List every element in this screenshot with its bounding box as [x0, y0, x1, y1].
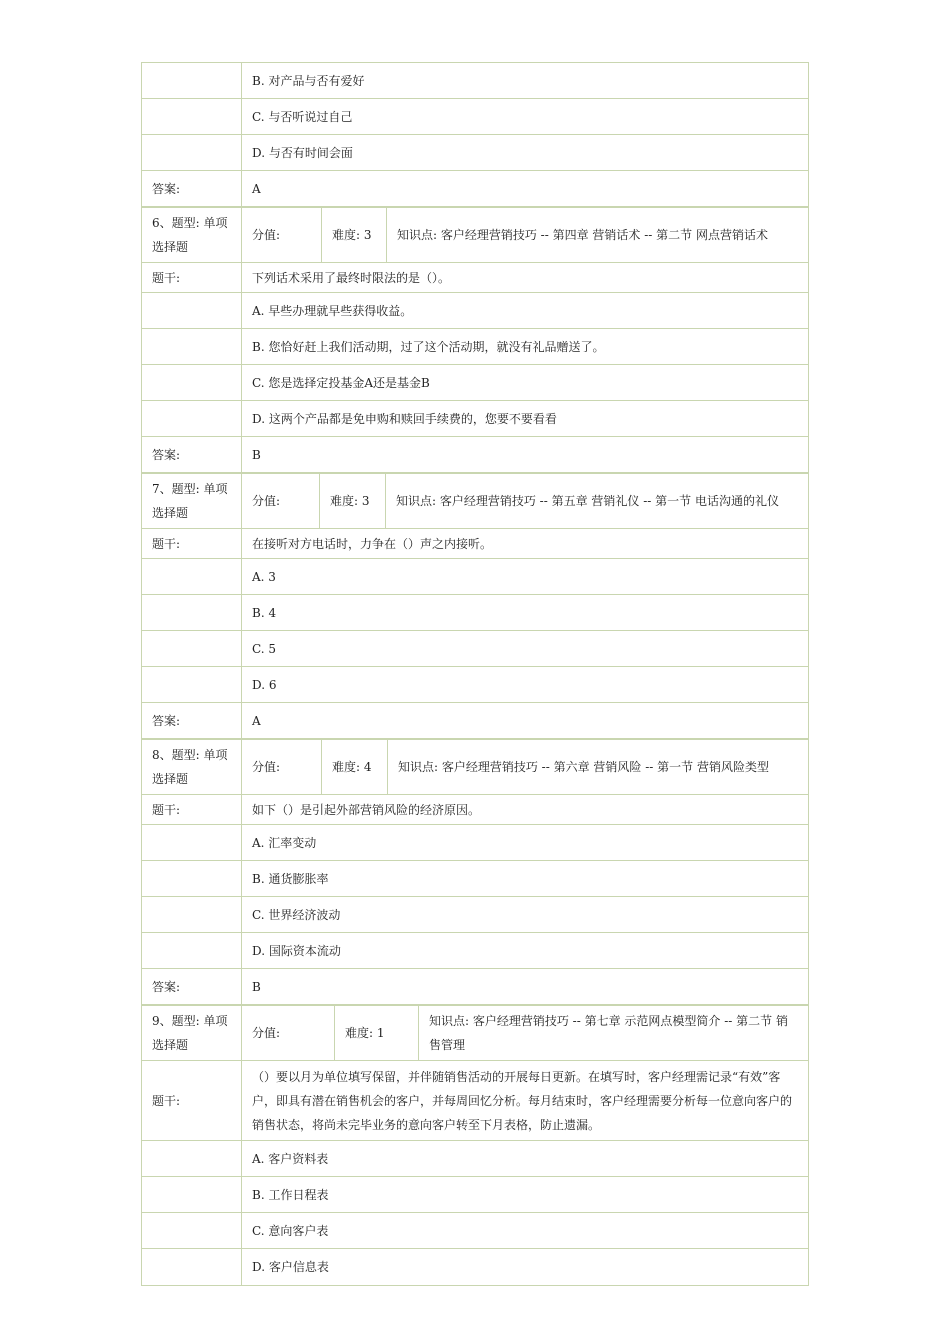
option-text: A. 客户资料表 [252, 1151, 329, 1166]
question-header-row [142, 1005, 808, 1061]
stem-row [142, 263, 808, 293]
option-row [142, 1213, 808, 1249]
option-row [142, 99, 808, 135]
option-row [142, 933, 808, 969]
knowledge-point: 知识点: 客户经理营销技巧 -- 第七章 示范网点模型简介 -- 第二节 销售管理 [429, 1014, 788, 1052]
option-row [142, 667, 808, 703]
knowledge-point: 知识点: 客户经理营销技巧 -- 第四章 营销话术 -- 第二节 网点营销话术 [397, 228, 768, 242]
empty-cell [142, 897, 242, 932]
option-text: C. 与否听说过自己 [252, 109, 353, 124]
option-row [142, 329, 808, 365]
stem-text: 在接听对方电话时，力争在（）声之内接听。 [252, 536, 493, 551]
empty-cell [142, 365, 242, 400]
option-text: D. 与否有时间会面 [252, 145, 353, 160]
answer-row [142, 171, 808, 207]
question-header-row [142, 473, 808, 529]
option-row [142, 631, 808, 667]
option-text: D. 这两个产品都是免申购和赎回手续费的，您要不要看看 [252, 411, 557, 426]
option-row [142, 1141, 808, 1177]
question-type: 9、题型: 单项选择题 [142, 1006, 242, 1060]
empty-cell [142, 861, 242, 896]
answer-label: 答案: [142, 171, 242, 206]
option-text: B. 工作日程表 [252, 1187, 329, 1202]
stem-label: 题干: [142, 263, 242, 292]
difficulty: 难度: 1 [335, 1006, 419, 1060]
stem-row [142, 795, 808, 825]
option-text: C. 您是选择定投基金A还是基金B [252, 375, 430, 390]
empty-cell [142, 329, 242, 364]
empty-cell [142, 933, 242, 968]
option-row [142, 1177, 808, 1213]
answer-row [142, 703, 808, 739]
knowledge-point: 知识点: 客户经理营销技巧 -- 第五章 营销礼仪 -- 第一节 电话沟通的礼仪 [396, 494, 779, 508]
option-text: A. 汇率变动 [252, 835, 317, 850]
stem-label: 题干: [142, 529, 242, 558]
option-text: C. 意向客户表 [252, 1223, 329, 1238]
option-row [142, 293, 808, 329]
question-type: 7、题型: 单项选择题 [142, 474, 242, 528]
score-label: 分值: [242, 740, 322, 794]
option-row [142, 135, 808, 171]
knowledge-point: 知识点: 客户经理营销技巧 -- 第六章 营销风险 -- 第一节 营销风险类型 [398, 760, 769, 774]
answer-label: 答案: [142, 703, 242, 738]
empty-cell [142, 1213, 242, 1248]
question-header-row [142, 739, 808, 795]
stem-row [142, 529, 808, 559]
question-type: 8、题型: 单项选择题 [142, 740, 242, 794]
option-text: C. 5 [252, 641, 277, 656]
empty-cell [142, 99, 242, 134]
empty-cell [142, 595, 242, 630]
question-table [141, 62, 809, 1286]
empty-cell [142, 631, 242, 666]
empty-cell [142, 63, 242, 98]
option-row [142, 861, 808, 897]
empty-cell [142, 1249, 242, 1285]
answer-label: 答案: [142, 437, 242, 472]
difficulty: 难度: 4 [322, 740, 388, 794]
difficulty: 难度: 3 [320, 474, 386, 528]
option-text: B. 通货膨胀率 [252, 871, 329, 886]
option-text: A. 早些办理就早些获得收益。 [252, 303, 413, 318]
stem-label: 题干: [142, 795, 242, 824]
empty-cell [142, 1141, 242, 1176]
option-text: A. 3 [252, 569, 276, 584]
stem-text: （）要以月为单位填写保留，并伴随销售活动的开展每日更新。在填写时，客户经理需记录“有效”客户，即具有潜在销售机会的客户，并每周回忆分析。每月结束时，客户经理需要分析每一位意向客户的销售状态，将尚未完毕业务的意向客户转至下月表格，防止遗漏。 [252, 1069, 793, 1132]
option-text: D. 6 [252, 677, 277, 692]
option-text: D. 国际资本流动 [252, 943, 341, 958]
stem-label: 题干: [142, 1061, 242, 1140]
option-text: B. 您恰好赶上我们活动期，过了这个活动期，就没有礼品赠送了。 [252, 339, 605, 354]
option-row [142, 897, 808, 933]
option-row [142, 401, 808, 437]
option-row [142, 559, 808, 595]
empty-cell [142, 135, 242, 170]
answer-value: B [252, 979, 261, 994]
answer-value: A [252, 181, 261, 196]
option-text: D. 客户信息表 [252, 1260, 329, 1274]
stem-row [142, 1061, 808, 1141]
difficulty: 难度: 3 [322, 208, 387, 262]
stem-text: 如下（）是引起外部营销风险的经济原因。 [252, 802, 481, 817]
option-row [142, 595, 808, 631]
answer-value: B [252, 447, 261, 462]
question-header-row [142, 207, 808, 263]
empty-cell [142, 825, 242, 860]
option-row [142, 365, 808, 401]
empty-cell [142, 667, 242, 702]
option-text: C. 世界经济波动 [252, 907, 341, 922]
option-row [142, 825, 808, 861]
score-label: 分值: [242, 474, 320, 528]
answer-value: A [252, 713, 261, 728]
empty-cell [142, 401, 242, 436]
score-label: 分值: [242, 208, 322, 262]
stem-text: 下列话术采用了最终时限法的是（）。 [252, 270, 451, 285]
score-label: 分值: [242, 1006, 335, 1060]
option-text: B. 对产品与否有爱好 [252, 73, 365, 88]
empty-cell [142, 559, 242, 594]
option-row [142, 63, 808, 99]
option-text: B. 4 [252, 605, 277, 620]
empty-cell [142, 1177, 242, 1212]
answer-row [142, 969, 808, 1005]
answer-row [142, 437, 808, 473]
option-row [142, 1249, 808, 1285]
answer-label: 答案: [142, 969, 242, 1004]
empty-cell [142, 293, 242, 328]
question-type: 6、题型: 单项选择题 [142, 208, 242, 262]
